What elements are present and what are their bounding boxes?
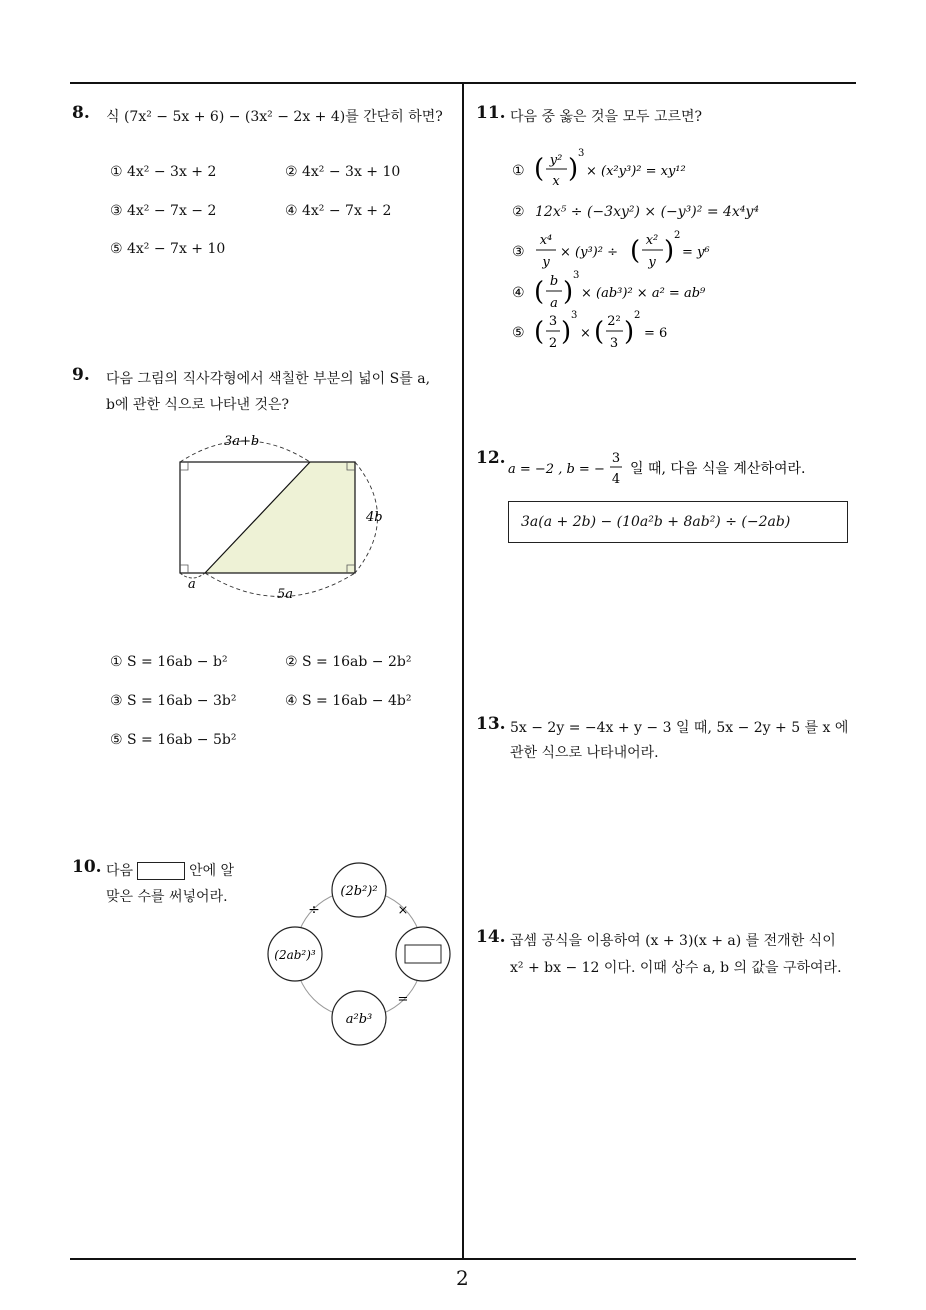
page-number: 2	[456, 1266, 469, 1290]
question-text-line-2: x² + bx − 12 이다. 이때 상수 a, b 의 값을 구하여라.	[510, 960, 842, 976]
option-2[interactable]: ② S = 16ab − 2b²	[285, 654, 412, 670]
node-bottom-expression: a²b³	[345, 1012, 373, 1027]
column-divider	[462, 82, 464, 1259]
option-3[interactable]: ③ 4x² − 7x − 2	[110, 203, 217, 219]
question-number: 14.	[476, 927, 506, 947]
node-left-expression: (2ab²)³	[274, 948, 316, 962]
option-mark: ②	[512, 204, 525, 220]
question-text-line-1: 다음 그림의 직사각형에서 색칠한 부분의 넓이 S를 a,	[106, 371, 431, 387]
left-paren: (	[534, 277, 545, 307]
expression-middle: × (y³)² ÷	[560, 245, 618, 260]
question-text	[508, 446, 848, 490]
node-top-expression: (2b²)²	[340, 884, 378, 899]
option-1[interactable]: ① 4x² − 3x + 2	[110, 164, 217, 180]
fraction1-numerator: 3	[548, 314, 558, 329]
exponent: 2	[674, 230, 681, 241]
question-text: 다음 중 옳은 것을 모두 고르면?	[510, 109, 703, 125]
option-4[interactable]: ④ S = 16ab − 4b²	[285, 693, 412, 709]
question-text-line-1	[106, 860, 234, 880]
multiply-sign: ×	[580, 326, 591, 341]
question-number: 13.	[476, 714, 506, 734]
expression: 12x⁵ ÷ (−3xy²) × (−y³)² = 4x⁴y⁴	[535, 204, 759, 220]
expression: × (x²y³)² = xy¹²	[586, 164, 686, 179]
question-text-line-2: b에 관한 식으로 나타낸 것은?	[106, 397, 290, 413]
bottom-rule	[70, 1258, 856, 1260]
divide-operator: ÷	[308, 902, 320, 918]
option-mark: ④	[512, 285, 525, 301]
text-before-blank: 다음	[106, 863, 134, 879]
fraction1-numerator: x⁴	[539, 233, 553, 248]
expression-end: = y⁶	[682, 245, 710, 260]
question-text-line-2: 맞은 수를 써넣어라.	[106, 889, 228, 905]
right-label: 4b	[366, 510, 383, 525]
exponent: 3	[573, 270, 580, 281]
top-label: 3a+b	[224, 434, 260, 449]
question-number: 9.	[72, 365, 90, 385]
question-number: 12.	[476, 448, 506, 468]
node-right	[396, 927, 450, 981]
bottom-label: 5a	[277, 587, 294, 602]
rectangle-figure	[160, 425, 420, 605]
right-angle-mark	[180, 462, 188, 470]
right-paren-2: )	[624, 317, 635, 347]
option-1[interactable]	[510, 146, 750, 192]
answer-blank	[137, 862, 185, 880]
left-paren: (	[534, 154, 545, 184]
exponent: 3	[578, 148, 585, 159]
fraction2-numerator: x²	[645, 233, 659, 248]
question-number: 10.	[72, 857, 102, 877]
fraction-denominator: 4	[611, 472, 621, 487]
fraction-numerator: y²	[549, 153, 563, 168]
option-mark: ①	[512, 163, 525, 179]
fraction-denominator: x	[552, 174, 560, 189]
fraction2-numerator: 2²	[607, 314, 621, 329]
option-1[interactable]: ① S = 16ab − b²	[110, 654, 228, 670]
option-3[interactable]: ③ S = 16ab − 3b²	[110, 693, 237, 709]
expression-box	[508, 501, 848, 543]
option-mark: ⑤	[512, 325, 525, 341]
right-paren: )	[568, 154, 579, 184]
question-number: 11.	[476, 103, 506, 123]
expression-end: = 6	[644, 326, 668, 341]
right-paren: )	[664, 236, 675, 266]
fraction1-denominator: y	[542, 255, 550, 270]
question-text-line-2: 관한 식으로 나타내어라.	[510, 745, 659, 761]
option-3[interactable]	[510, 228, 750, 274]
question-text-line-1: 5x − 2y = −4x + y − 3 일 때, 5x − 2y + 5 를 x 에	[510, 720, 849, 736]
option-2[interactable]	[512, 204, 759, 220]
option-4[interactable]: ④ 4x² − 7x + 2	[285, 203, 392, 219]
option-5[interactable]	[510, 309, 750, 355]
option-5[interactable]: ⑤ 4x² − 7x + 10	[110, 241, 226, 257]
question-number: 8.	[72, 103, 90, 123]
left-paren: (	[534, 317, 545, 347]
question-text-line-1: 곱셈 공식을 이용하여 (x + 3)(x + a) 를 전개한 식이	[510, 933, 836, 949]
option-2[interactable]: ② 4x² − 3x + 10	[285, 164, 401, 180]
expression: × (ab³)² × a² = ab⁹	[581, 286, 706, 301]
bottom-left-label: a	[188, 577, 196, 592]
left-paren-2: (	[594, 317, 605, 347]
fraction2-denominator: 3	[609, 336, 619, 351]
equals-operator: =	[397, 992, 409, 1007]
question-text: 식 (7x² − 5x + 6) − (3x² − 2x + 4)를 간단히 하면?	[106, 109, 443, 125]
option-mark: ③	[512, 244, 525, 260]
given-values: a = −2 , b = −	[508, 462, 605, 477]
exponent-1: 3	[571, 310, 578, 321]
fraction-denominator: a	[550, 296, 558, 311]
shaded-region	[205, 462, 355, 573]
right-paren: )	[563, 277, 574, 307]
exponent-2: 2	[634, 310, 641, 321]
option-5[interactable]: ⑤ S = 16ab − 5b²	[110, 732, 237, 748]
expression: 3a(a + 2b) − (10a²b + 8ab²) ÷ (−2ab)	[521, 514, 791, 530]
right-angle-mark	[180, 565, 188, 573]
left-paren: (	[630, 236, 641, 266]
fraction1-denominator: 2	[548, 336, 558, 351]
cycle-diagram	[262, 858, 452, 1048]
right-paren: )	[561, 317, 572, 347]
multiply-operator: ×	[397, 903, 409, 918]
fraction-numerator: b	[549, 274, 559, 289]
fraction-numerator: 3	[611, 451, 621, 466]
fraction2-denominator: y	[648, 255, 656, 270]
text-after-blank: 안에 알	[189, 863, 235, 879]
instruction: 일 때, 다음 식을 계산하여라.	[630, 461, 806, 477]
